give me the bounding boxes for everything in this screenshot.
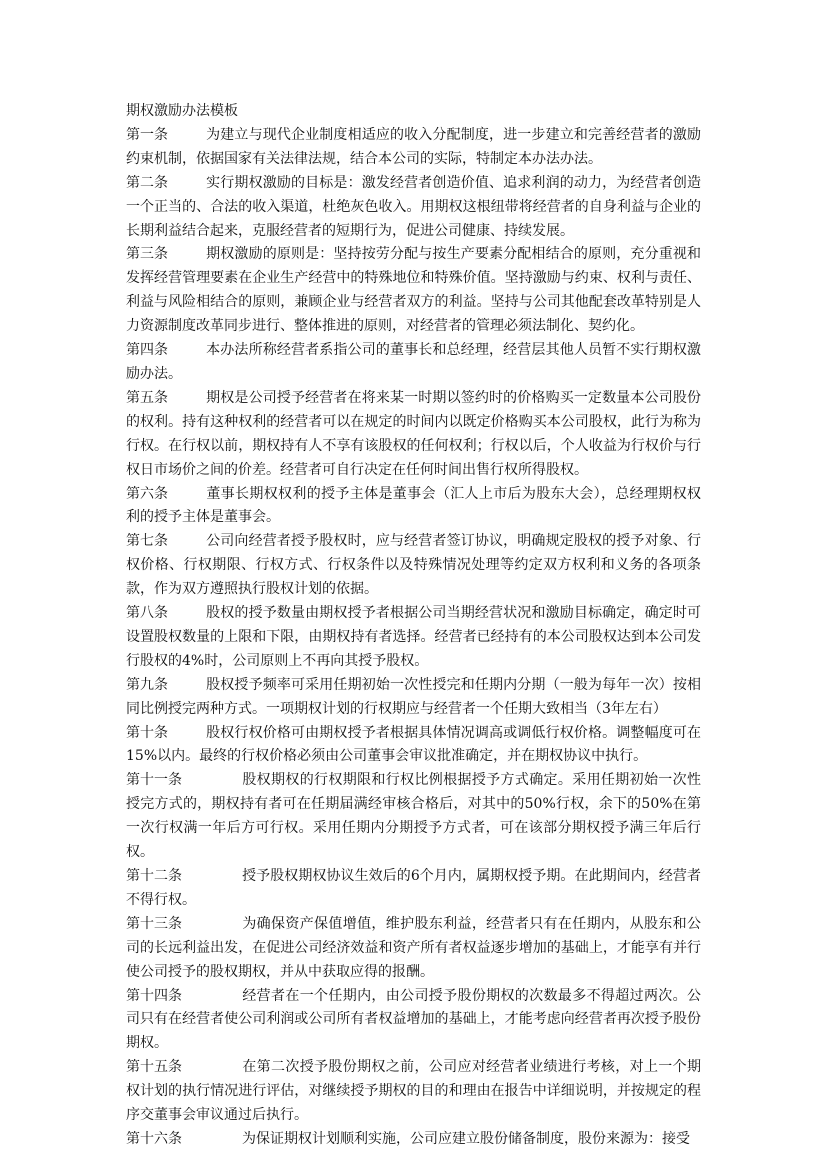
article-paragraph: [126, 1056, 701, 1128]
article-label: 第一条: [126, 126, 168, 143]
article-text: 股权期权的行权期限和行权比例根据授予方式确定。采用任期初始一次性授完方式的，期权持有者可在任期届满经审核合格后，对其中的50%行权，余下的50%在第一次行权满一年后方可行权。采用任期内分期授予方式者，可在该部分期权授予满三年后行权。: [126, 772, 701, 861]
article-label: 第七条: [126, 533, 168, 550]
article-text: 授予股权期权协议生效后的6个月内，属期权授予期。在此期间内，经营者不得行权。: [126, 868, 701, 908]
article-paragraph: [126, 865, 701, 913]
article-label: 第三条: [126, 246, 168, 263]
article-paragraph: [126, 172, 701, 244]
article-label: 第十六条: [126, 1130, 182, 1147]
article-paragraph: [126, 602, 701, 674]
article-text: 为确保资产保值增值，维护股东利益，经营者只有在任期内，从股东和公司的长远利益出发，在促进公司经济效益和资产所有者权益逐步增加的基础上，才能享有并行使公司授予的股权期权，并从中获取应得的报酬。: [126, 915, 701, 980]
article-text: 期权激励的原则是：坚持按劳分配与按生产要素分配相结合的原则，充分重视和发挥经营管理要素在企业生产经营中的特殊地位和特殊价值。坚持激励与约束、权利与责任、利益与风险相结合的原则，兼顾企业与经营者双方的利益。坚持与公司其他配套改革特别是人力资源制度改革同步进行、整体推进的原则，对经营者的管理必须法制化、契约化。: [126, 246, 701, 335]
articles-list: [126, 124, 701, 1152]
article-text: 股权的授予数量由期权授予者根据公司当期经营状况和激励目标确定，确定时可设置股权数量的上限和下限，由期权持有者选择。经营者已经持有的本公司股权达到本公司发行股权的4%时，公司原则上不再向其授予股权。: [126, 605, 701, 669]
article-text: 股权行权价格可由期权授予者根据具体情况调高或调低行权价格。调整幅度可在15%以内。最终的行权价格必须由公司董事会审议批准确定，并在期权协议中执行。: [126, 724, 701, 765]
article-label: 第十四条: [126, 987, 182, 1004]
article-text: 公司向经营者授予股权时，应与经营者签订协议，明确规定股权的授予对象、行权价格、行权期限、行权方式、行权条件以及特殊情况处理等约定双方权利和义务的各项条款，作为双方遵照执行股权计划的依据。: [126, 533, 701, 598]
article-text: 期权是公司授予经营者在将来某一时期以签约时的价格购买一定数量本公司股份的权利。持有这种权利的经营者可以在规定的时间内以既定价格购买本公司股权，此行为称为行权。在行权以前，期权持有人不享有该股权的任何权利；行权以后，个人收益为行权价与行权日市场价之间的价差。经营者可自行决定在任何时间出售行权所得股权。: [126, 389, 701, 478]
article-text: 本办法所称经营者系指公司的董事长和总经理，经营层其他人员暂不实行期权激励办法。: [126, 342, 701, 382]
article-paragraph: [126, 769, 701, 865]
article-label: 第九条: [126, 676, 168, 693]
article-label: 第四条: [126, 342, 168, 359]
article-label: 第十一条: [126, 772, 182, 789]
document-title: 期权激励办法模板: [126, 103, 238, 119]
article-paragraph: [126, 483, 701, 531]
article-label: 第十二条: [126, 868, 182, 884]
article-paragraph: [126, 1128, 701, 1152]
article-text: 股权授予频率可采用任期初始一次性授完和任期内分期（一般为每年一次）按相同比例授完两种方式。一项期权计划的行权期应与经营者一个任期大致相当（3年左右）: [126, 676, 701, 717]
article-paragraph: [126, 243, 701, 339]
article-paragraph: [126, 339, 701, 387]
article-label: 第五条: [126, 389, 168, 406]
article-text: 董事长期权权利的授予主体是董事会（汇人上市后为股东大会），总经理期权权利的授予主体是董事会。: [126, 485, 701, 526]
article-label: 第六条: [126, 485, 168, 502]
article-label: 第十条: [126, 724, 168, 741]
article-paragraph: [126, 674, 701, 722]
article-paragraph: [126, 985, 701, 1057]
article-paragraph: [126, 913, 701, 985]
article-text: 在第二次授予股份期权之前，公司应对经营者业绩进行考核，对上一个期权计划的执行情况进行评估，对继续授予期权的目的和理由在报告中详细说明，并按规定的程序交董事会审议通过后执行。: [126, 1059, 701, 1124]
article-paragraph: [126, 387, 701, 483]
article-label: 第二条: [126, 174, 168, 191]
article-paragraph: [126, 722, 701, 770]
article-text: 实行期权激励的目标是：激发经营者创造价值、追求利润的动力，为经营者创造一个正当的、合法的收入渠道，杜绝灰色收入。用期权这根纽带将经营者的自身利益与企业的长期利益结合起来，克服经营者的短期行为，促进公司健康、持续发展。: [126, 174, 701, 239]
article-text: 经营者在一个任期内，由公司授予股份期权的次数最多不得超过两次。公司只有在经营者使公司利润或公司所有者权益增加的基础上，才能考虑向经营者再次授予股份期权。: [126, 987, 701, 1052]
article-paragraph: [126, 530, 701, 602]
article-text: 为建立与现代企业制度相适应的收入分配制度，进一步建立和完善经营者的激励约束机制，依据国家有关法律法规，结合本公司的实际，特制定本办法办法。: [126, 126, 701, 167]
article-text: 为保证期权计划顺利实施，公司应建立股份储备制度，股份来源为：接受: [242, 1130, 690, 1147]
article-paragraph: [126, 124, 701, 172]
article-label: 第八条: [126, 605, 168, 622]
article-label: 第十三条: [126, 915, 182, 932]
document-page: [126, 100, 701, 1152]
article-label: 第十五条: [126, 1059, 182, 1076]
